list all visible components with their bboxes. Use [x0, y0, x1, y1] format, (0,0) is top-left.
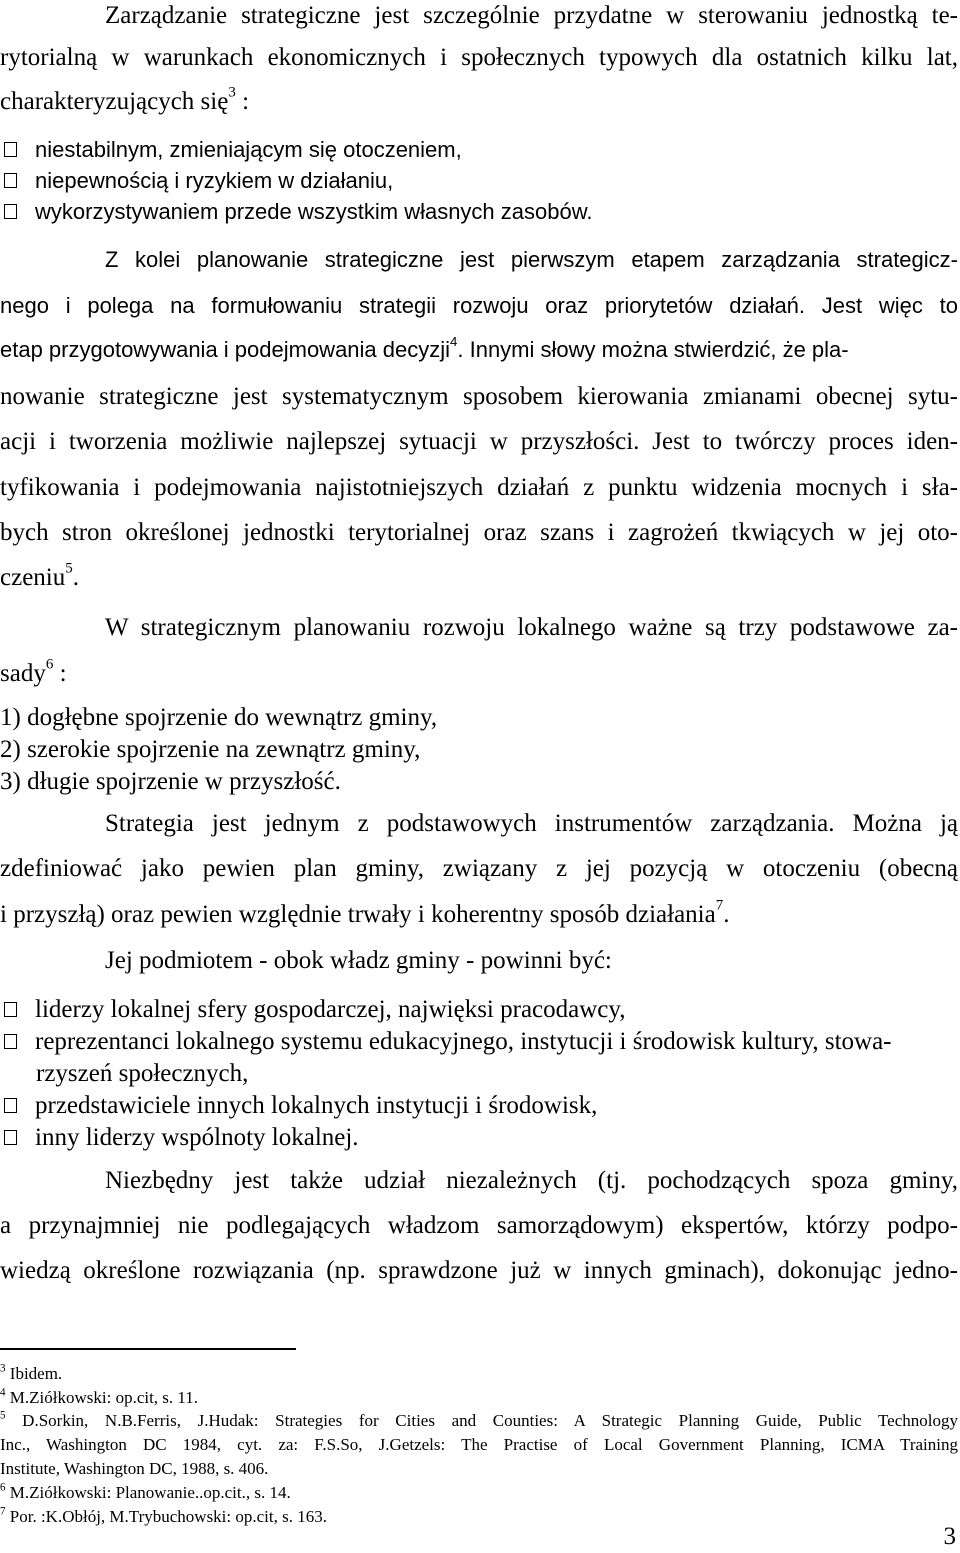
- para2-line1: Z kolei planowanie strategiczne jest pierwszym etapem zarządzania strategicz-: [105, 247, 958, 272]
- para6-line3: wiedzą określone rozwiązania (np. sprawdzone już w innych gminach), dokonując jedno-: [0, 1257, 958, 1284]
- bullet-square-icon: [4, 142, 17, 157]
- para2-line3-end: . Innymi słowy można stwierdzić, że pla-: [457, 337, 849, 362]
- para1-line1: Zarządzanie strategiczne jest szczególnie przydatne w sterowaniu jednostką te-: [105, 2, 958, 29]
- footnote-3: [0, 1364, 62, 1384]
- para3-line1: W strategicznym planowaniu rozwoju lokalnego ważne są trzy podstawowe za-: [105, 614, 958, 641]
- footnote-separator: [0, 1348, 296, 1350]
- footnote-ref-6: 6: [45, 656, 54, 673]
- bullet-square-icon: [4, 1098, 17, 1113]
- footnote-text: Por. :K.Obłój, M.Trybuchowski: op.cit, s. 163.: [5, 1507, 327, 1526]
- para2-line2: nego i polega na formułowaniu strategii rozwoju oraz priorytetów działań. Jest więc to: [0, 293, 958, 318]
- para2-line8-text: czeniu: [0, 564, 66, 591]
- list3-item-text: inny liderzy wspólnoty lokalnej.: [35, 1124, 359, 1151]
- para1-line3-text: charakteryzujących się: [0, 88, 229, 115]
- para2-line8: [0, 560, 79, 592]
- list1-item: [4, 137, 462, 163]
- footnote-5-cont: Inc., Washington DC 1984, cyt. za: F.S.So, J.Getzels: The Practise of Local Government Planning, ICMA Training: [0, 1435, 958, 1454]
- footnote-5: [0, 1411, 958, 1431]
- footnote-text: D.Sorkin, N.B.Ferris, J.Hudak: Strategies for Cities and Counties: A Strategic Planning Guide, Public Technology: [5, 1411, 958, 1430]
- para2-line3: [0, 333, 849, 363]
- para3-line2-end: :: [53, 660, 67, 687]
- para6-line1: Niezbędny jest także udział niezależnych (tj. pochodzących spoza gminy,: [105, 1167, 958, 1194]
- para2-line7: bych stron określonej jednostki terytorialnej oraz szans i zagrożeń tkwiących w jej oto-: [0, 519, 958, 546]
- footnote-number: 7: [0, 1505, 6, 1518]
- list3-item-text: liderzy lokalnej sfery gospodarczej, najwięksi pracodawcy,: [35, 996, 626, 1023]
- list2-item: 2) szerokie spojrzenie na zewnątrz gminy,: [0, 736, 421, 763]
- list3-item: [4, 996, 626, 1024]
- para4-line3-end: .: [723, 901, 730, 928]
- para1-line3: [0, 84, 250, 116]
- list3-item: [4, 1028, 958, 1056]
- para4-line2: zdefiniować jako pewien plan gminy, związany z jej pozycją w otoczeniu (obecną: [0, 855, 958, 882]
- footnote-text: M.Ziółkowski: Planowanie..op.cit., s. 14.: [5, 1483, 291, 1502]
- para4-line1: Strategia jest jednym z podstawowych instrumentów zarządzania. Można ją: [105, 810, 958, 837]
- footnote-number: 3: [0, 1362, 6, 1375]
- para4-line3: [0, 897, 730, 929]
- list3-item-continuation: rzyszeń społecznych,: [36, 1060, 249, 1087]
- para5-line1: Jej podmiotem - obok władz gminy - powinni być:: [105, 947, 612, 974]
- page-number: 3: [943, 1523, 956, 1550]
- footnote-number: 5: [0, 1409, 6, 1422]
- para2-line6: tyfikowania i podejmowania najistotniejszych działań z punktu widzenia mocnych i sła-: [0, 474, 958, 501]
- para1-line3-end: :: [235, 88, 250, 115]
- para2-line3-text: etap przygotowywania i podejmowania decyzji: [0, 337, 451, 362]
- footnote-number: 4: [0, 1386, 6, 1399]
- para2-line8-end: .: [72, 564, 79, 591]
- list3-item: [4, 1124, 359, 1152]
- bullet-square-icon: [4, 173, 17, 188]
- footnote-ref-7: 7: [715, 897, 724, 914]
- bullet-square-icon: [4, 1130, 17, 1145]
- footnote-number: 6: [0, 1481, 6, 1494]
- footnote-6: [0, 1483, 291, 1503]
- bullet-square-icon: [4, 1002, 17, 1017]
- list3-item-text: reprezentanci lokalnego systemu edukacyjnego, instytucji i środowisk kultury, stowa-: [35, 1028, 892, 1055]
- list1-item-text: niepewnością i ryzykiem w działaniu,: [35, 168, 394, 193]
- list1-item: [4, 168, 393, 194]
- list3-item-text: przedstawiciele innych lokalnych instytucji i środowisk,: [35, 1092, 598, 1119]
- para4-line3-text: i przyszłą) oraz pewien względnie trwały i koherentny sposób działania: [0, 901, 716, 928]
- para6-line2: a przynajmniej nie podlegających władzom samorządowym) ekspertów, którzy podpo-: [0, 1212, 958, 1239]
- bullet-square-icon: [4, 1034, 17, 1049]
- list1-item-text: niestabilnym, zmieniającym się otoczeniem,: [35, 137, 462, 162]
- para3-line2-text: sady: [0, 660, 46, 687]
- list1-item-text: wykorzystywaniem przede wszystkim własnych zasobów.: [35, 199, 593, 224]
- list1-item: [4, 199, 593, 225]
- footnote-ref-3: 3: [228, 84, 236, 101]
- list3-item: [4, 1092, 597, 1120]
- footnote-text: M.Ziółkowski: op.cit, s. 11.: [5, 1388, 199, 1407]
- para1-line2: rytorialną w warunkach ekonomicznych i społecznych typowych dla ostatnich kilku lat,: [0, 44, 958, 71]
- para2-line4: nowanie strategiczne jest systematycznym sposobem kierowania zmianami obecnej sytu-: [0, 383, 958, 410]
- footnote-7: [0, 1507, 327, 1527]
- footnote-5-cont2: Institute, Washington DC, 1988, s. 406.: [0, 1459, 269, 1478]
- list2-item: 3) długie spojrzenie w przyszłość.: [0, 768, 341, 795]
- footnote-ref-4: 4: [450, 333, 458, 349]
- footnote-text: Ibidem.: [5, 1364, 63, 1383]
- list2-item: 1) dogłębne spojrzenie do wewnątrz gminy,: [0, 704, 438, 731]
- footnote-ref-5: 5: [65, 560, 73, 577]
- para2-line5: [0, 428, 958, 458]
- bullet-square-icon: [4, 204, 17, 219]
- para2-line5-text: acji i tworzenia możliwie najlepszej sytuacji w przyszłości. Jest to twórczy proces iden-: [0, 428, 958, 455]
- para3-line2: [0, 656, 67, 688]
- footnote-4: [0, 1388, 198, 1408]
